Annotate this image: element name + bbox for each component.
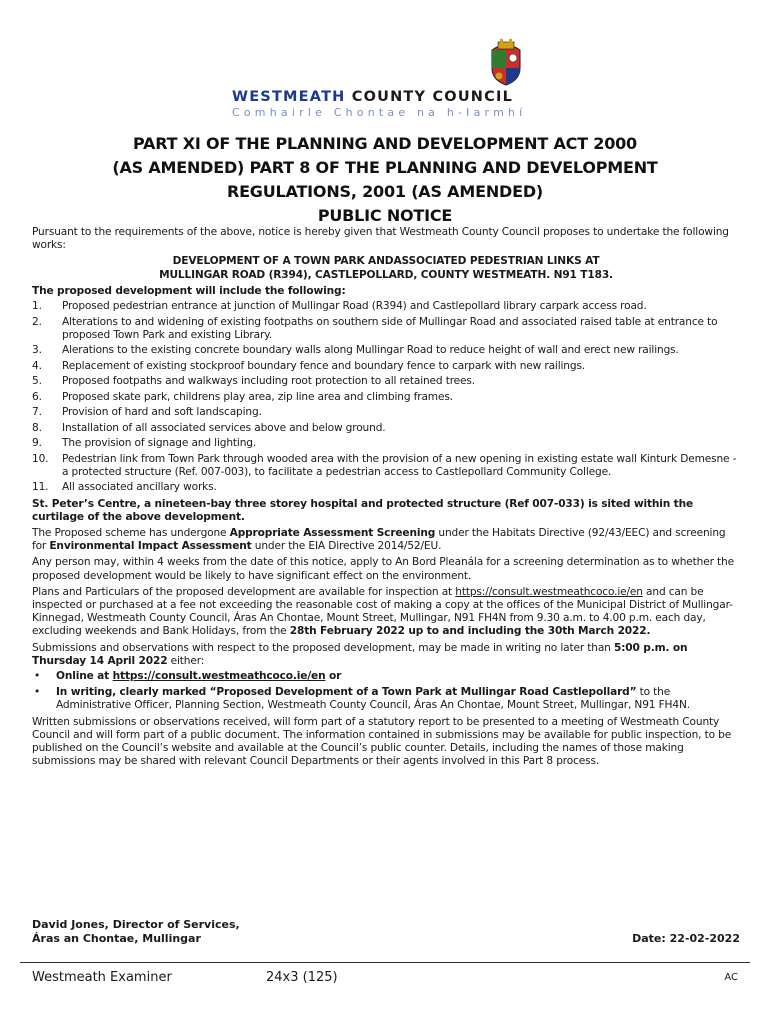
list-item-text: Alterations to and widening of existing footpaths on southern side of Mullingar Road and associated raised table at entrance to proposed Town Park and existing Library.	[62, 315, 718, 341]
submissions-deadline: 5:00 p.m. on Thursday 14 April 2022	[32, 641, 688, 667]
plans-dates: 28th February 2022 up to and including the 30th March 2022.	[289, 625, 651, 638]
list-item-text: Alerations to the existing concrete boundary walls along Mullingar Road to reduce height of wall and erect new railings.	[62, 344, 679, 357]
footer-divider	[20, 962, 750, 963]
county-crest-icon	[486, 38, 526, 86]
title-line-2: (AS AMENDED) PART 8 OF THE PLANNING AND DEVELOPMENT	[112, 158, 658, 177]
plans-text-1: Plans and Particulars of the proposed development are available for inspection at	[32, 585, 456, 598]
title-line-3: REGULATIONS, 2001 (AS AMENDED)	[226, 182, 544, 201]
list-item-text: All associated ancillary works.	[62, 481, 217, 494]
list-item-number: 3.	[32, 344, 42, 357]
footer-ad-size: 24x3 (125)	[266, 970, 338, 985]
development-title	[32, 255, 740, 281]
online-or: or	[325, 670, 342, 683]
list-item-number: 8.	[32, 421, 42, 434]
submission-methods	[32, 670, 740, 713]
writing-title: In writing, clearly marked “Proposed Development of a Town Park at Mullingar Road Castlepollard”	[56, 686, 637, 699]
screening-bold-1: Appropriate Assessment Screening	[229, 527, 436, 540]
signatory-name: David Jones, Director of Services,	[32, 918, 240, 931]
development-title-line-1: DEVELOPMENT OF A TOWN PARK ANDASSOCIATED PEDESTRIAN LINKS AT	[172, 255, 600, 268]
works-list	[32, 300, 740, 495]
screening-text-2: under the Habitats Directive (92/43/EEC) and screening for	[32, 527, 726, 553]
list-item	[32, 344, 740, 357]
list-item-number: 4.	[32, 359, 42, 372]
screening-bold-2: Environmental Impact Assessment	[49, 540, 252, 553]
list-item	[32, 316, 740, 342]
list-item-text: The provision of signage and lighting.	[62, 437, 257, 450]
list-item-number: 10.	[32, 452, 49, 465]
list-item	[32, 453, 740, 479]
online-label: Online at	[56, 670, 113, 683]
submissions-paragraph	[32, 642, 740, 668]
notice-body	[32, 226, 740, 771]
development-title-line-2: MULLINGAR ROAD (R394), CASTLEPOLLARD, COUNTY WESTMEATH. N91 T183.	[159, 268, 613, 281]
list-item-number: 5.	[32, 375, 42, 388]
online-consultation-link[interactable]: https://consult.westmeathcoco.ie/en	[112, 670, 326, 683]
notice-date: Date: 22-02-2022	[632, 932, 740, 945]
list-item-text: Proposed skate park, childrens play area, zip line area and climbing frames.	[62, 390, 453, 403]
brand-county-council: COUNTY COUNCIL	[351, 89, 514, 105]
writing-address: to the Administrative Officer, Planning Section, Westmeath County Council, Áras An Chontae, Mount Street, Mullingar, N91 FH4N.	[56, 686, 690, 712]
list-item-text: Pedestrian link from Town Park through wooded area with the provision of a new opening in existing estate wall Kinturk Demesne - a protected structure (Ref. 007-003), to facilitate a pedestrian access to Castlepollard Community College.	[62, 452, 737, 478]
list-item	[32, 406, 740, 419]
list-item-number: 2.	[32, 315, 42, 328]
screening-paragraph	[32, 527, 740, 553]
footer-code: AC	[724, 972, 738, 983]
plans-paragraph	[32, 586, 740, 639]
list-item-text: Proposed pedestrian entrance at junction of Mullingar Road (R394) and Castlepollard library carpark access road.	[62, 300, 647, 313]
list-item-number: 6.	[32, 390, 42, 403]
list-item	[32, 481, 740, 494]
screening-text-1: The Proposed scheme has undergone	[32, 527, 230, 540]
signature-block	[32, 918, 740, 946]
list-item	[32, 300, 740, 313]
notice-title	[40, 132, 730, 228]
list-item	[32, 422, 740, 435]
list-item	[32, 375, 740, 388]
list-item	[32, 437, 740, 450]
brand-irish-name: Comhairle Chontae na h-Iarmhí	[232, 106, 527, 119]
brand-westmeath: WESTMEATH	[232, 89, 346, 105]
plans-text-2: and can be inspected or purchased at a fee not exceeding the reasonable cost of making a copy at the offices of the Municipal District of Mullingar-Kinnegad, Westmeath County Council, Áras An Chontae, Mount Street, Mullingar, N91 FH4N from 9.30 a.m. to 4.00 p.m. each day, excluding weekends and Bank Holidays, from the	[32, 585, 733, 638]
list-intro: The proposed development will include the following:	[32, 284, 346, 297]
list-item-number: 1.	[32, 300, 42, 313]
screening-text-3: under the EIA Directive 2014/52/EU.	[251, 540, 442, 553]
list-item-text: Replacement of existing stockproof boundary fence and boundary fence to carpark with new railings.	[62, 359, 586, 372]
list-item	[32, 686, 740, 712]
list-item	[32, 391, 740, 404]
list-item-number: 9.	[32, 437, 42, 450]
signatory-address: Áras an Chontae, Mullingar	[32, 932, 201, 945]
submissions-text-2: either:	[167, 654, 205, 667]
list-item-text: Installation of all associated services above and below ground.	[62, 421, 386, 434]
list-item-number: 11.	[32, 481, 49, 494]
intro-paragraph: Pursuant to the requirements of the above, notice is hereby given that Westmeath County Council proposes to undertake the following works:	[32, 226, 729, 252]
consultation-link[interactable]: https://consult.westmeathcoco.ie/en	[455, 585, 643, 598]
council-brand	[232, 88, 562, 120]
title-line-1: PART XI OF THE PLANNING AND DEVELOPMENT ACT 2000	[133, 134, 637, 153]
footer-newspaper: Westmeath Examiner	[32, 970, 172, 985]
list-item-number: 7.	[32, 406, 42, 419]
list-item-text: Proposed footpaths and walkways including root protection to all retained trees.	[62, 375, 476, 388]
bord-pleanala-paragraph: Any person may, within 4 weeks from the date of this notice, apply to An Bord Pleanála for a screening determination as to whether the proposed development would be likely to have significant effect on the environment.	[32, 556, 734, 582]
submissions-text-1: Submissions and observations with respect to the proposed development, may be made in writing no later than	[32, 641, 614, 654]
written-submissions-paragraph: Written submissions or observations received, will form part of a statutory report to be presented to a meeting of Westmeath County Council and will form part of a public document. The information contained in submissions may be available for public inspection, to be published on the Council’s website and available at the Council’s public counter. Details, including the names of those making submissions may be shared with relevant Council Departments or their agents involved in this Part 8 process.	[32, 715, 732, 768]
bullet-icon: •	[34, 686, 41, 699]
list-item-text: Provision of hard and soft landscaping.	[62, 406, 262, 419]
council-logo	[0, 36, 770, 119]
title-line-4: PUBLIC NOTICE	[317, 206, 453, 225]
brand-title	[232, 88, 562, 106]
bullet-icon: •	[34, 670, 41, 683]
st-peters-paragraph: St. Peter’s Centre, a nineteen-bay three storey hospital and protected structure (Ref 007-033) is sited within the curtilage of the above development.	[32, 497, 694, 523]
list-item	[32, 360, 740, 373]
list-item	[32, 670, 740, 683]
